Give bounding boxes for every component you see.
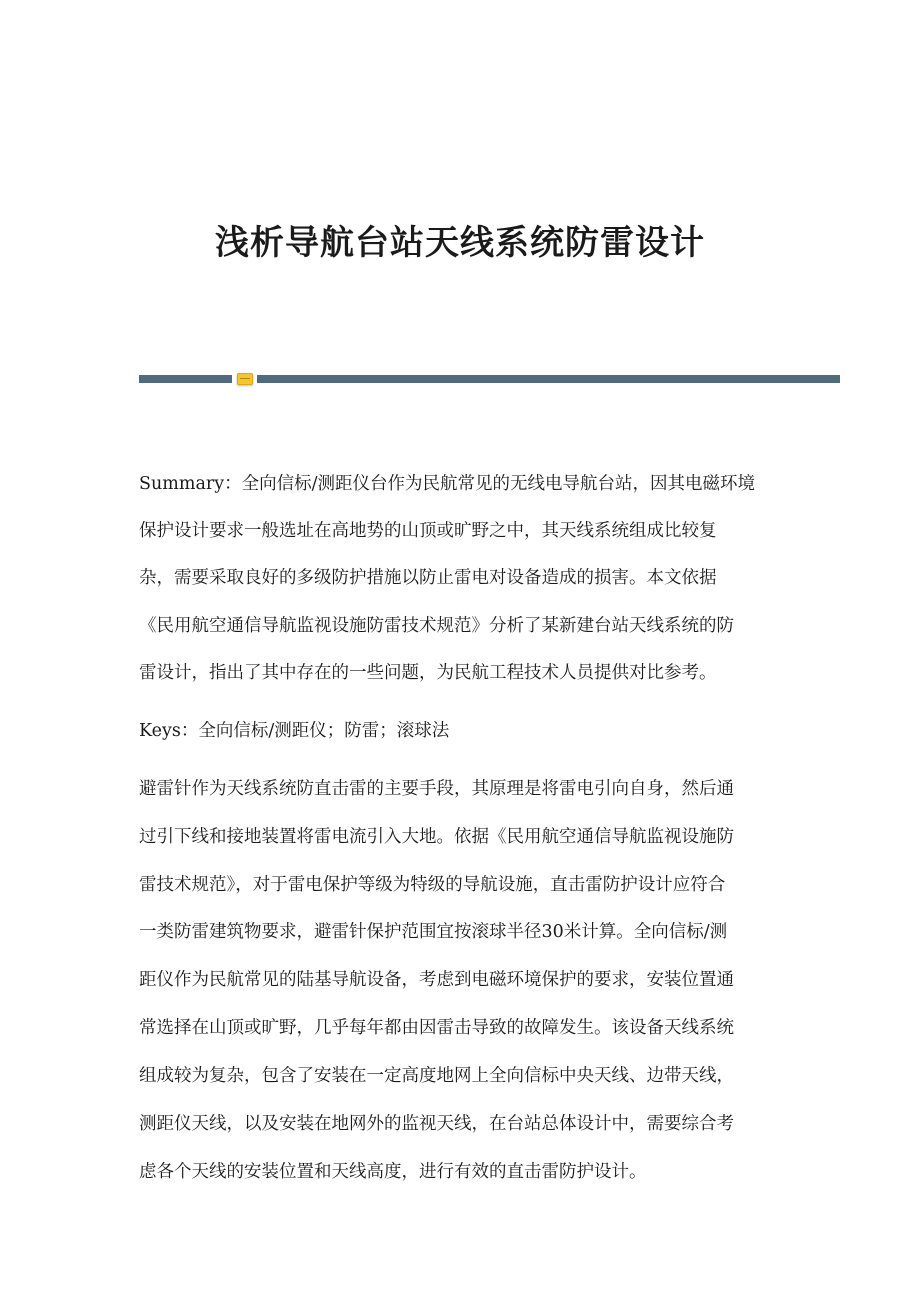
body-line: 避雷针作为天线系统防直击雷的主要手段，其原理是将雷电引向自身，然后通: [139, 779, 734, 799]
body-line: 过引下线和接地装置将雷电流引入大地。依据《民用航空通信导航监视设施防: [139, 827, 734, 847]
summary-line: 保护设计要求一般选址在高地势的山顶或旷野之中，其天线系统组成比较复: [139, 521, 717, 541]
body-line: 距仪作为民航常见的陆基导航设备，考虑到电磁环境保护的要求，安装位置通: [139, 970, 734, 990]
summary-line: 雷设计，指出了其中存在的一些问题，为民航工程技术人员提供对比参考。: [139, 663, 717, 683]
body-line: 雷技术规范》，对于雷电保护等级为特级的导航设施，直击雷防护设计应符合: [139, 875, 726, 895]
keywords: Keys：全向信标/测距仪；防雷；滚球法: [139, 721, 450, 741]
divider-right: [257, 375, 840, 383]
summary-line: 《民用航空通信导航监视设施防雷技术规范》分析了某新建台站天线系统的防: [139, 616, 734, 636]
body-line: 测距仪天线，以及安装在地网外的监视天线，在台站总体设计中，需要综合考: [139, 1114, 734, 1134]
summary-line: 杂，需要采取良好的多级防护措施以防止雷电对设备造成的损害。本文依据: [139, 568, 717, 588]
summary-line: Summary：全向信标/测距仪台作为民航常见的无线电导航台站，因其电磁环境: [139, 474, 756, 494]
body-line: 一类防雷建筑物要求，避雷针保护范围宜按滚球半径30米计算。全向信标/测: [139, 922, 728, 942]
document-title: 浅析导航台站天线系统防雷设计: [215, 223, 705, 263]
body-line: 虑各个天线的安装位置和天线高度，进行有效的直击雷防护设计。: [139, 1162, 647, 1182]
body-line: 常选择在山顶或旷野，几乎每年都由因雷击导致的故障发生。该设备天线系统: [139, 1018, 734, 1038]
divider-ornament-icon: [237, 373, 253, 385]
divider-left: [139, 375, 232, 383]
body-line: 组成较为复杂，包含了安装在一定高度地网上全向信标中央天线、边带天线，: [139, 1066, 734, 1086]
